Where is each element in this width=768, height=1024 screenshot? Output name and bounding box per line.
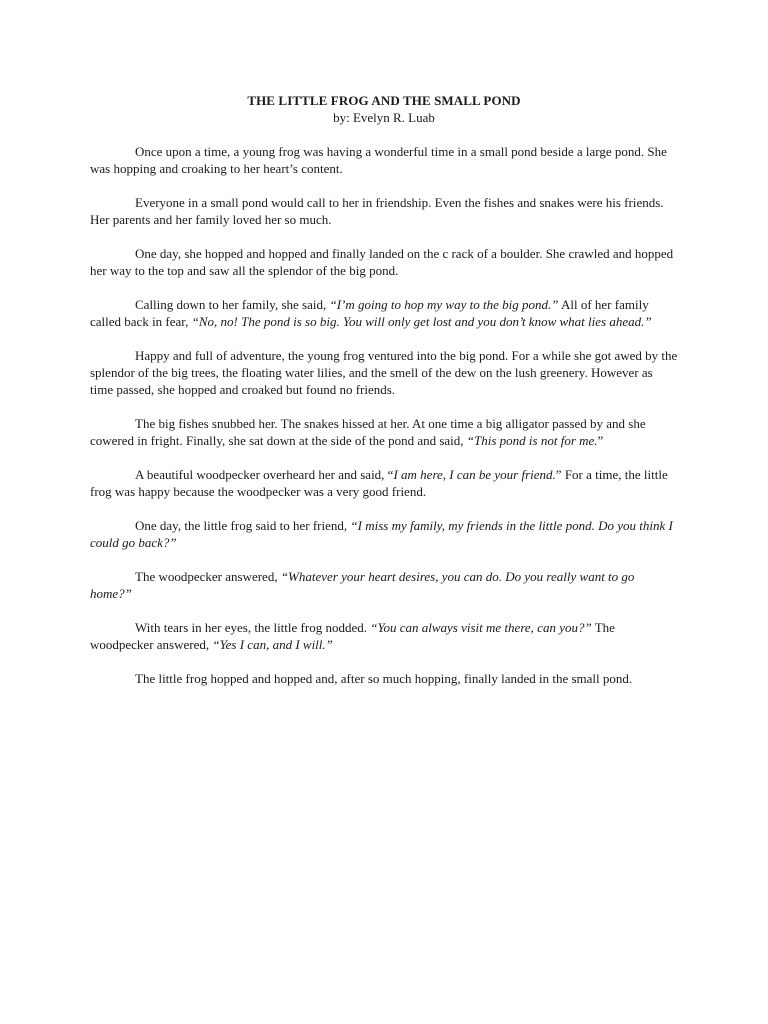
story-paragraph (90, 670, 678, 687)
quoted-speech: “You can always visit me there, can you?” (370, 620, 592, 635)
narration-text: The big fishes snubbed her. The snakes hissed at her. At one time a big alligator passed by and she cowered in fright. Finally, she sat down at the side of the pond and said, (90, 416, 646, 448)
quoted-speech: “I miss my family, my friends in the little pond. Do you think I could go back?” (90, 518, 673, 550)
narration-text: Calling down to her family, she said, (135, 297, 330, 312)
story-paragraph (90, 466, 678, 500)
narration-text: ” (597, 433, 604, 448)
narration-text: One day, she hopped and hopped and finally landed on the c rack of a boulder. She crawled and hopped her way to the top and saw all the splendor of the big pond. (90, 246, 674, 278)
story-paragraph (90, 347, 678, 398)
quoted-speech: “This pond is not for me. (466, 433, 598, 448)
narration-text: Once upon a time, a young frog was having a wonderful time in a small pond beside a large pond. She was hopping and croaking to her heart’s content. (90, 144, 667, 176)
narration-text: With tears in her eyes, the little frog nodded. (135, 620, 371, 635)
narration-text: Everyone in a small pond would call to her in friendship. Even the fishes and snakes were his friends. Her parents and her family loved her so much. (90, 195, 664, 227)
narration-text: A beautiful woodpecker overheard her and said, “ (135, 467, 394, 482)
narration-text: Happy and full of adventure, the young frog ventured into the big pond. For a while she got awed by the splendor of the big trees, the floating water lilies, and the smell of the dew on the lush greenery. However as time passed, she hopped and croaked but found no friends. (90, 348, 678, 397)
quoted-speech: I am here, I can be your friend. (393, 467, 556, 482)
story-paragraph (90, 194, 678, 228)
story-paragraph (90, 415, 678, 449)
narration-text: One day, the little frog said to her friend, (135, 518, 351, 533)
narration-text: The woodpecker answered, (135, 569, 281, 584)
quoted-speech: “I’m going to hop my way to the big pond.” (329, 297, 559, 312)
narration-text: The woodpecker answered, (90, 620, 615, 652)
narration-text: The little frog hopped and hopped and, after so much hopping, finally landed in the small pond. (135, 671, 633, 686)
document-page (90, 92, 678, 704)
story-paragraph (90, 619, 678, 653)
story-paragraph (90, 296, 678, 330)
quoted-speech: “No, no! The pond is so big. You will only get lost and you don’t know what lies ahead.” (191, 314, 652, 329)
quoted-speech: “Whatever your heart desires, you can do. Do you really want to go home?” (90, 569, 635, 601)
story-paragraph (90, 245, 678, 279)
story-paragraph (90, 143, 678, 177)
document-byline: by: Evelyn R. Luab (333, 110, 435, 125)
document-title: THE LITTLE FROG AND THE SMALL POND (247, 93, 521, 108)
narration-text: ” For a time, the little frog was happy because the woodpecker was a very good friend. (90, 467, 668, 499)
story-body (90, 143, 678, 687)
story-paragraph (90, 517, 678, 551)
narration-text: All of her family called back in fear, (90, 297, 649, 329)
quoted-speech: “Yes I can, and I will.” (212, 637, 333, 652)
story-paragraph (90, 568, 678, 602)
